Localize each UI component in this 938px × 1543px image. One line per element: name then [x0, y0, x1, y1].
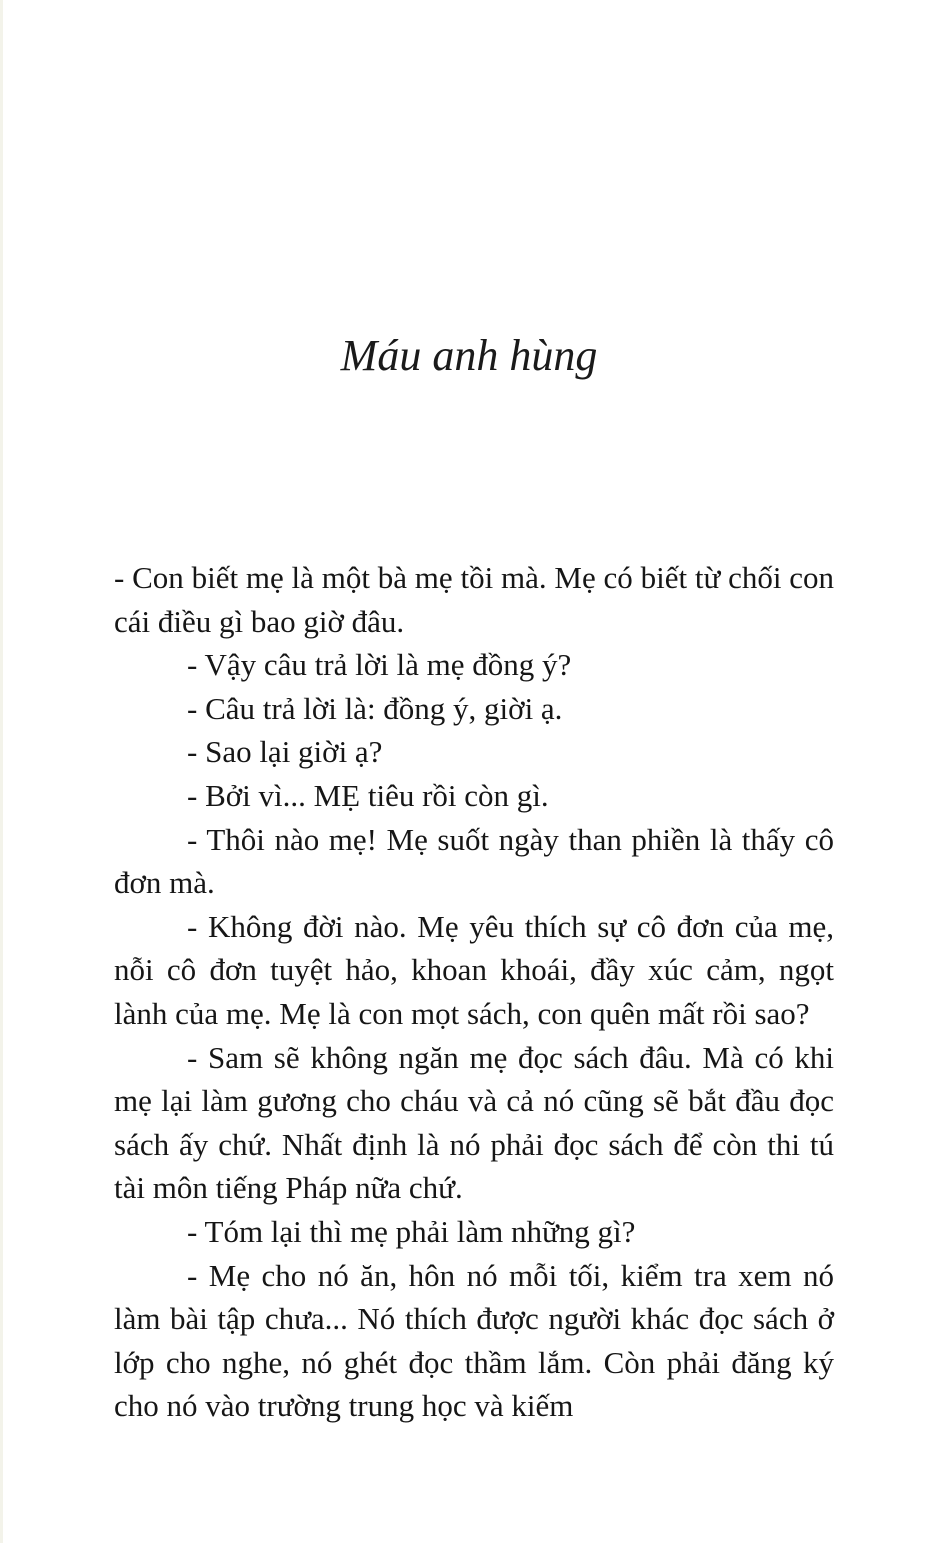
paragraph: - Sao lại giời ạ?: [187, 734, 383, 770]
page-edge: [0, 0, 3, 1543]
paragraph: - Mẹ cho nó ăn, hôn nó mỗi tối, kiểm tra xem nó làm bài tập chưa... Nó thích được người khác đọc sách ở lớp cho nghe, nó ghét đọc thầm lắm. Còn phải đăng ký cho nó vào trường trung học và kiếm: [114, 1257, 834, 1424]
paragraph: - Thôi nào mẹ! Mẹ suốt ngày than phiền là thấy cô đơn mà.: [114, 821, 834, 901]
paragraph: - Bởi vì... MẸ tiêu rồi còn gì.: [187, 777, 549, 813]
paragraph: - Con biết mẹ là một bà mẹ tồi mà. Mẹ có biết từ chối con cái điều gì bao giờ đâu.: [114, 560, 834, 639]
paragraph: - Sam sẽ không ngăn mẹ đọc sách đâu. Mà có khi mẹ lại làm gương cho cháu và cả nó cũng sẽ bắt đầu đọc sách ấy chứ. Nhất định là nó phải đọc sách để còn thi tú tài môn tiếng Pháp nữa chứ.: [114, 1039, 834, 1206]
paragraph: - Không đời nào. Mẹ yêu thích sự cô đơn của mẹ, nỗi cô đơn tuyệt hảo, khoan khoái, đầy xúc cảm, ngọt lành của mẹ. Mẹ là con mọt sách, con quên mất rồi sao?: [114, 908, 834, 1031]
chapter-title: Máu anh hùng: [340, 331, 598, 380]
paragraph: - Vậy câu trả lời là mẹ đồng ý?: [187, 647, 572, 683]
paragraph: - Câu trả lời là: đồng ý, giời ạ.: [187, 690, 563, 726]
paragraph: - Tóm lại thì mẹ phải làm những gì?: [187, 1213, 636, 1249]
body-text: [114, 556, 834, 1428]
